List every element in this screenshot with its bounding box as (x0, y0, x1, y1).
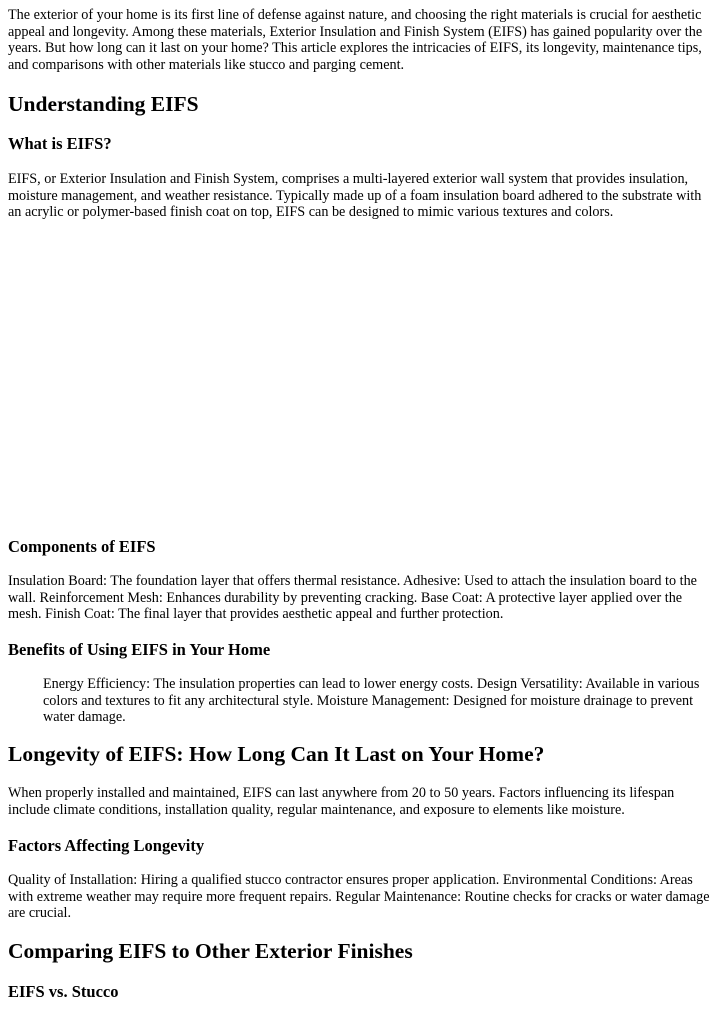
heading-what-is-eifs: What is EIFS? (8, 134, 112, 153)
components-paragraph: Insulation Board: The foundation layer that offers thermal resistance. Adhesive: Used to attach the insulation board to the wall. Reinforcement Mesh: Enhances durability by preventing cracking. Base Coat: A protective layer applied over the mesh. Finish Coat: The final layer that provides aesthetic appeal and further protection. (8, 573, 697, 622)
heading-longevity-of-eifs: Longevity of EIFS: How Long Can It Last on Your Home? (8, 742, 545, 766)
heading-factors-affecting-longevity: Factors Affecting Longevity (8, 836, 205, 855)
what-is-eifs-paragraph: EIFS, or Exterior Insulation and Finish System, comprises a multi-layered exterior wall system that provides insulation, moisture management, and weather resistance. Typically made up of a foam insulation board adhered to the substrate with an acrylic or polymer-based finish coat on top, EIFS can be designed to mimic various textures and colors. (8, 171, 702, 220)
heading-understanding-eifs: Understanding EIFS (8, 92, 199, 116)
heading-components-of-eifs: Components of EIFS (8, 537, 156, 556)
benefits-paragraph: Energy Efficiency: The insulation properties can lead to lower energy costs. Design Versatility: Available in various colors and textures to fit any architectural style. Moisture Management: Designed for moisture drainage to prevent water damage. (43, 676, 700, 725)
factors-paragraph: Quality of Installation: Hiring a qualified stucco contractor ensures proper application. Environmental Conditions: Areas with extreme weather may require more frequent repairs. Regular Maintenance: Routine checks for cracks or water damage are crucial. (8, 872, 710, 921)
heading-eifs-vs-stucco: EIFS vs. Stucco (8, 982, 119, 1001)
intro-paragraph: The exterior of your home is its first line of defense against nature, and choosing the right materials is crucial for aesthetic appeal and longevity. Among these materials, Exterior Insulation and Finish System (EIFS) has gained popularity over the years. But how long can it last on your home? This article explores the intricacies of EIFS, its longevity, maintenance tips, and comparisons with other materials like stucco and parging cement. (8, 7, 703, 73)
longevity-paragraph: When properly installed and maintained, EIFS can last anywhere from 20 to 50 years. Factors influencing its lifespan include climate conditions, installation quality, regular maintenance, and exposure to elements like moisture. (8, 785, 675, 818)
heading-benefits-of-eifs: Benefits of Using EIFS in Your Home (8, 640, 271, 659)
blank-image-area (8, 228, 714, 528)
heading-comparing-eifs: Comparing EIFS to Other Exterior Finishes (8, 939, 413, 963)
